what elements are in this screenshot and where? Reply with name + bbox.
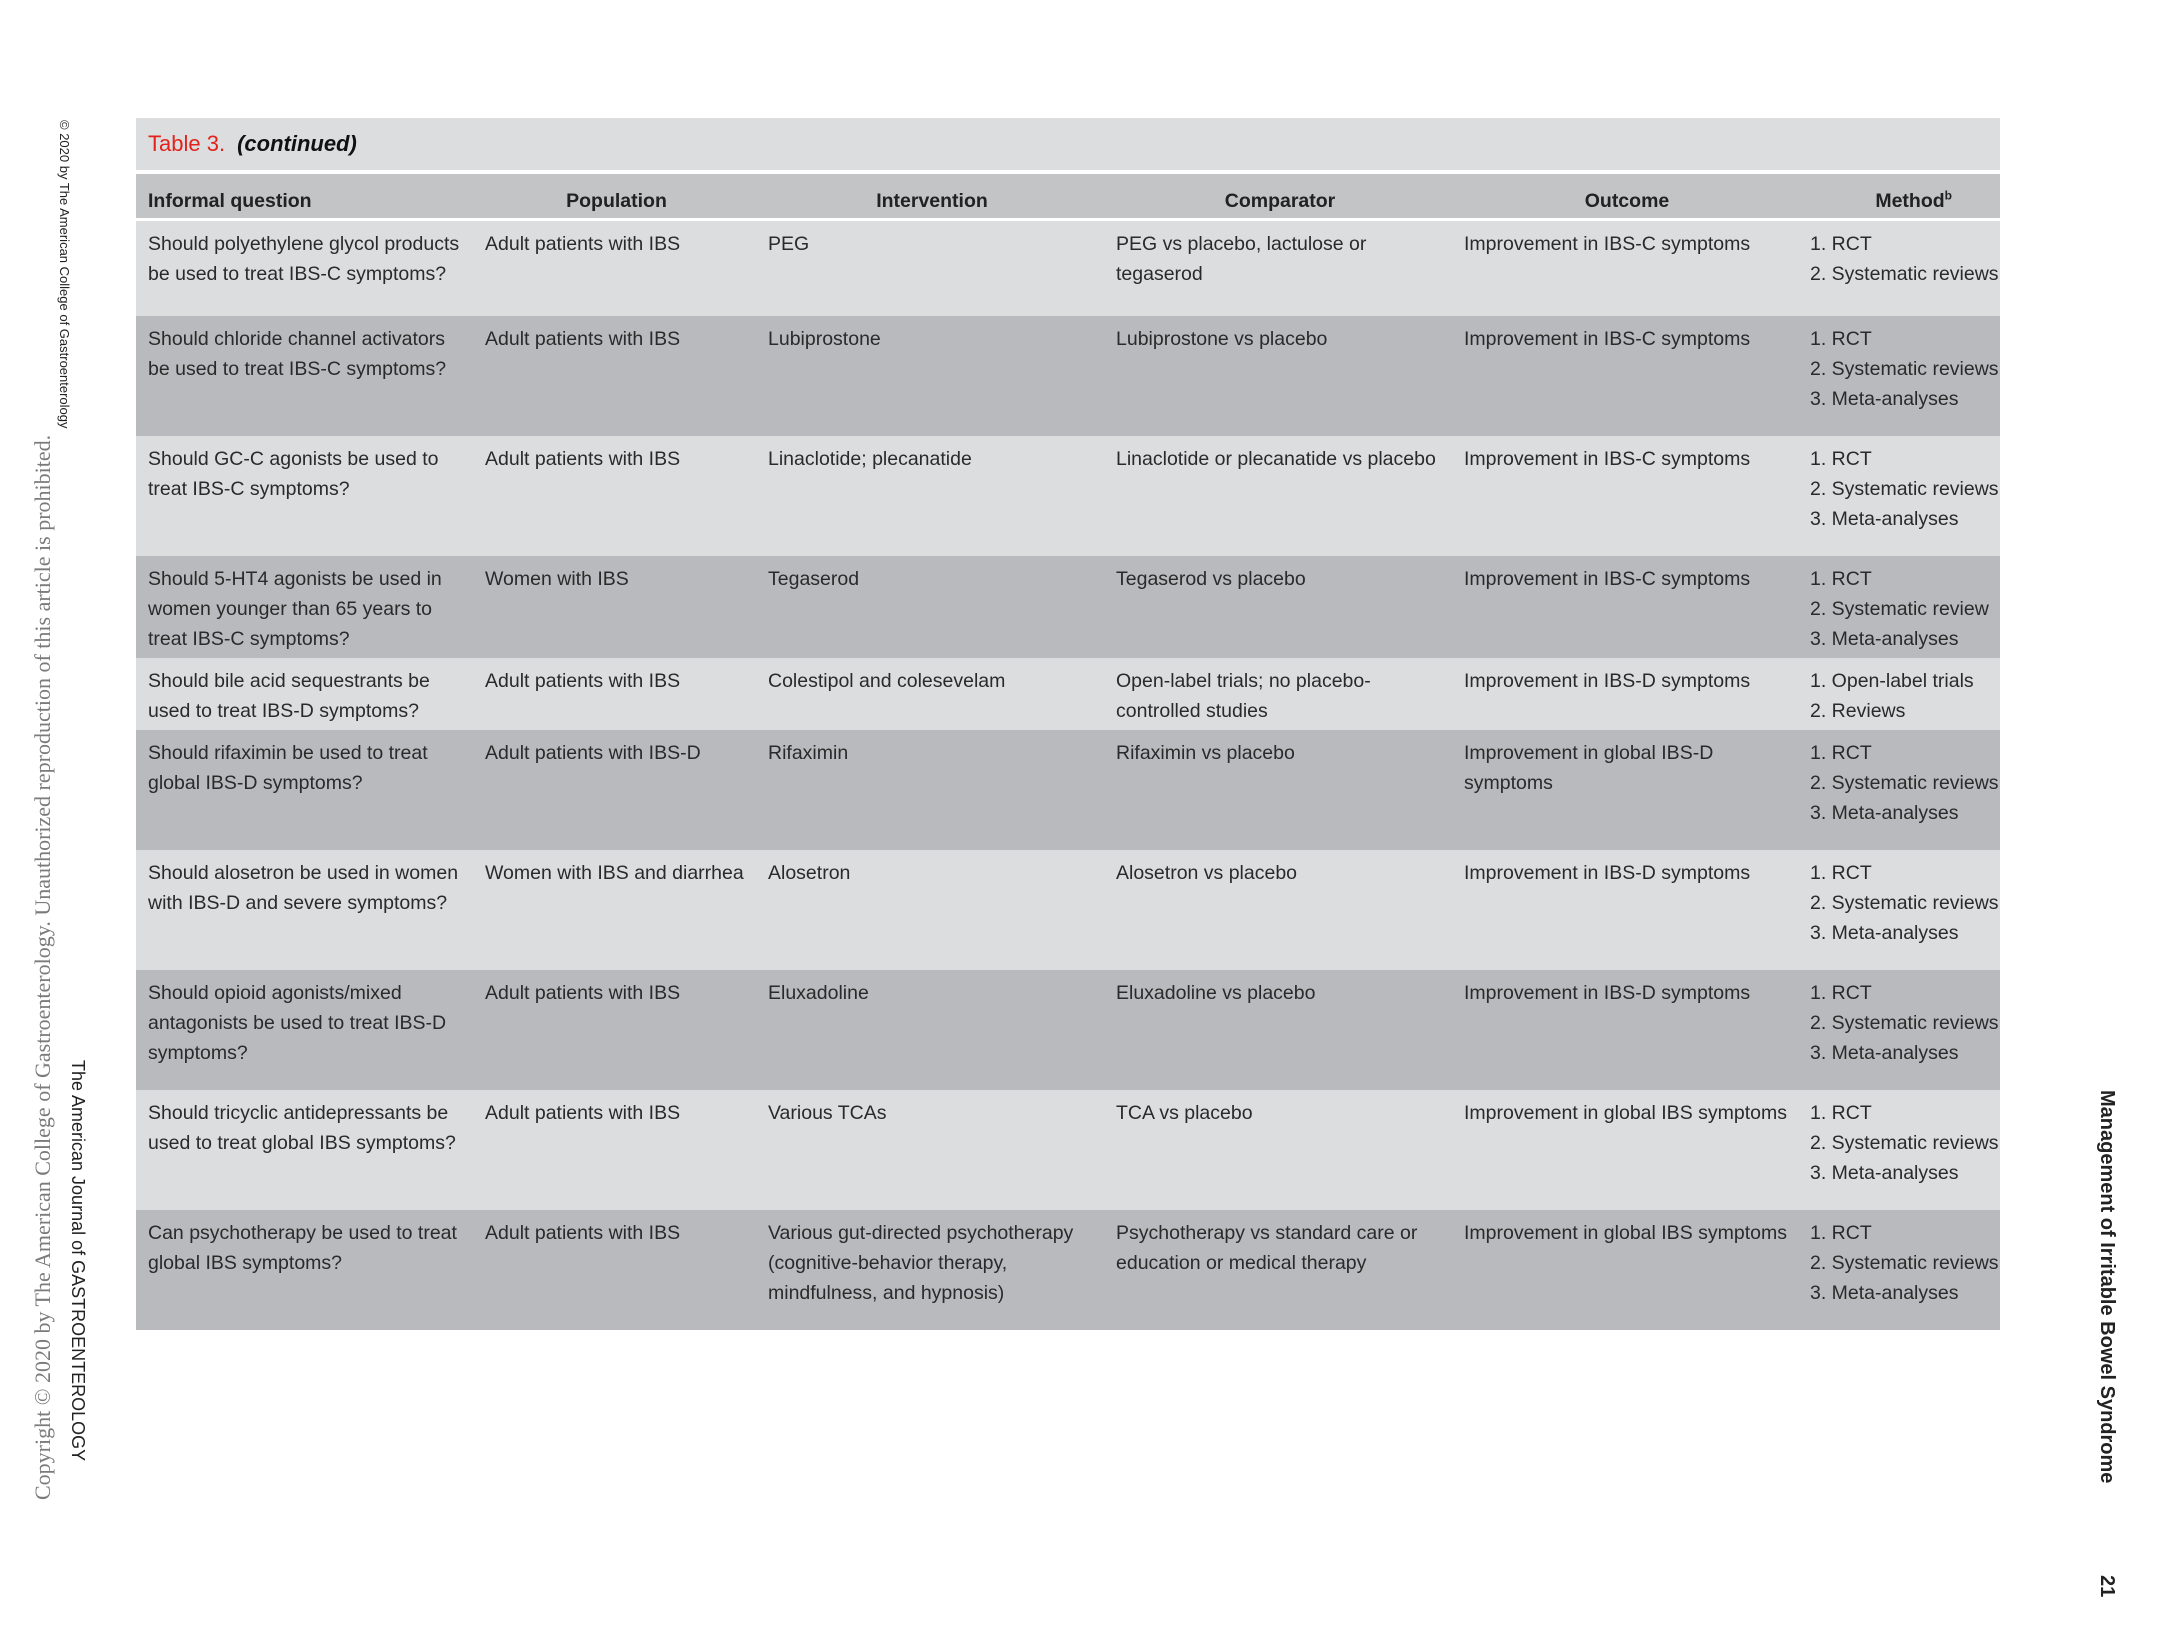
table-row (136, 556, 2000, 658)
method-item: 3. Meta-analyses (1810, 627, 1959, 650)
cell-outcome: Improvement in IBS-C symptoms (1452, 220, 1798, 316)
method-item: 2. Systematic reviews (1810, 1011, 1999, 1034)
table-row (136, 850, 2000, 970)
header-outcome: Outcome (1452, 172, 1798, 220)
cell-intervention: Various gut-directed psychotherapy (cognitive-behavior therapy, mindfulness, and hypnosis) (756, 1210, 1104, 1330)
table-number: Table 3. (148, 131, 226, 156)
header-intervention: Intervention (756, 172, 1104, 220)
cell-method (1798, 436, 2000, 556)
cell-method (1798, 970, 2000, 1090)
cell-comparator: Alosetron vs placebo (1104, 850, 1452, 970)
cell-method (1798, 556, 2000, 658)
method-item: 3. Meta-analyses (1810, 1161, 1959, 1184)
table-row (136, 730, 2000, 850)
method-item: 1. Open-label trials (1810, 669, 1974, 692)
method-item: 3. Meta-analyses (1810, 507, 1959, 530)
cell-intervention: Alosetron (756, 850, 1104, 970)
cell-method (1798, 316, 2000, 436)
cell-question: Should GC-C agonists be used to treat IBS-C symptoms? (136, 436, 473, 556)
method-item: 1. RCT (1810, 861, 1872, 884)
table-row (136, 220, 2000, 316)
cell-population: Women with IBS and diarrhea (473, 850, 756, 970)
cell-method (1798, 1210, 2000, 1330)
cell-comparator: TCA vs placebo (1104, 1090, 1452, 1210)
header-population: Population (473, 172, 756, 220)
method-item: 1. RCT (1810, 981, 1872, 1004)
method-item: 3. Meta-analyses (1810, 1281, 1959, 1304)
header-informal-question: Informal question (136, 172, 473, 220)
cell-outcome: Improvement in IBS-D symptoms (1452, 658, 1798, 730)
cell-intervention: Tegaserod (756, 556, 1104, 658)
running-title: Management of Irritable Bowel Syndrome (2096, 1090, 2118, 1484)
table-caption (136, 118, 2000, 170)
method-item: 1. RCT (1810, 447, 1872, 470)
header-method (1798, 172, 2000, 220)
method-item: 2. Systematic reviews (1810, 263, 1999, 285)
method-item: 2. Systematic reviews (1810, 477, 1999, 500)
method-item: 1. RCT (1810, 567, 1872, 590)
cell-outcome: Improvement in IBS-D symptoms (1452, 970, 1798, 1090)
cell-question: Should bile acid sequestrants be used to treat IBS-D symptoms? (136, 658, 473, 730)
method-item: 1. RCT (1810, 1221, 1872, 1244)
cell-comparator: Rifaximin vs placebo (1104, 730, 1452, 850)
cell-method (1798, 220, 2000, 316)
cell-population: Women with IBS (473, 556, 756, 658)
method-item: 2. Systematic reviews (1810, 771, 1999, 794)
header-method-footnote: b (1944, 188, 1952, 203)
method-item: 2. Reviews (1810, 699, 1906, 722)
cell-population: Adult patients with IBS (473, 316, 756, 436)
method-item: 3. Meta-analyses (1810, 801, 1959, 824)
cell-outcome: Improvement in global IBS symptoms (1452, 1210, 1798, 1330)
method-item: 3. Meta-analyses (1810, 1041, 1959, 1064)
cell-comparator: Tegaserod vs placebo (1104, 556, 1452, 658)
cell-intervention: Linaclotide; plecanatide (756, 436, 1104, 556)
cell-method (1798, 850, 2000, 970)
header-comparator: Comparator (1104, 172, 1452, 220)
method-item: 2. Systematic reviews (1810, 891, 1999, 914)
cell-question: Should chloride channel activators be used to treat IBS-C symptoms? (136, 316, 473, 436)
cell-question: Should alosetron be used in women with IBS-D and severe symptoms? (136, 850, 473, 970)
cell-population: Adult patients with IBS (473, 436, 756, 556)
cell-comparator: Linaclotide or plecanatide vs placebo (1104, 436, 1452, 556)
cell-comparator: Lubiprostone vs placebo (1104, 316, 1452, 436)
cell-outcome: Improvement in IBS-C symptoms (1452, 316, 1798, 436)
cell-intervention: Colestipol and colesevelam (756, 658, 1104, 730)
method-item: 1. RCT (1810, 1101, 1872, 1124)
table-row (136, 436, 2000, 556)
cell-comparator: Open-label trials; no placebo-controlled studies (1104, 658, 1452, 730)
cell-method (1798, 1090, 2000, 1210)
cell-population: Adult patients with IBS (473, 1210, 756, 1330)
method-item: 1. RCT (1810, 327, 1872, 350)
table-row (136, 658, 2000, 730)
table-row (136, 316, 2000, 436)
cell-intervention: Lubiprostone (756, 316, 1104, 436)
cell-outcome: Improvement in global IBS-D symptoms (1452, 730, 1798, 850)
method-item: 2. Systematic reviews (1810, 1251, 1999, 1274)
cell-comparator: Psychotherapy vs standard care or education or medical therapy (1104, 1210, 1452, 1330)
cell-comparator: Eluxadoline vs placebo (1104, 970, 1452, 1090)
publisher-notice: © 2020 by The American College of Gastroenterology (57, 120, 72, 429)
method-item: 2. Systematic reviews (1810, 1131, 1999, 1154)
method-item: 2. Systematic reviews (1810, 357, 1999, 380)
cell-population: Adult patients with IBS (473, 220, 756, 316)
cell-question: Should polyethylene glycol products be used to treat IBS-C symptoms? (136, 220, 473, 316)
cell-intervention: Eluxadoline (756, 970, 1104, 1090)
table-row (136, 1210, 2000, 1330)
cell-intervention: Various TCAs (756, 1090, 1104, 1210)
evidence-table (136, 170, 2000, 1330)
table-row (136, 970, 2000, 1090)
cell-question: Can psychotherapy be used to treat global IBS symptoms? (136, 1210, 473, 1330)
cell-comparator: PEG vs placebo, lactulose or tegaserod (1104, 220, 1452, 316)
cell-population: Adult patients with IBS (473, 970, 756, 1090)
cell-outcome: Improvement in global IBS symptoms (1452, 1090, 1798, 1210)
method-item: 2. Systematic review (1810, 597, 1989, 620)
cell-question: Should tricyclic antidepressants be used to treat global IBS symptoms? (136, 1090, 473, 1210)
cell-population: Adult patients with IBS (473, 658, 756, 730)
cell-population: Adult patients with IBS-D (473, 730, 756, 850)
journal-name: The American Journal of GASTROENTEROLOGY (68, 1060, 88, 1462)
cell-outcome: Improvement in IBS-C symptoms (1452, 436, 1798, 556)
copyright-notice: Copyright © 2020 by The American College of Gastroenterology. Unauthorized reproduction of this article is prohibited. (30, 434, 55, 1500)
method-item: 1. RCT (1810, 741, 1872, 764)
cell-question: Should opioid agonists/mixed antagonists be used to treat IBS-D symptoms? (136, 970, 473, 1090)
cell-intervention: Rifaximin (756, 730, 1104, 850)
table-header-row (136, 172, 2000, 220)
cell-method (1798, 730, 2000, 850)
header-method-label: Method (1875, 190, 1945, 212)
method-item: 3. Meta-analyses (1810, 387, 1959, 410)
cell-question: Should 5-HT4 agonists be used in women younger than 65 years to treat IBS-C symptoms? (136, 556, 473, 658)
cell-intervention: PEG (756, 220, 1104, 316)
cell-population: Adult patients with IBS (473, 1090, 756, 1210)
method-item: 1. RCT (1810, 233, 1872, 255)
cell-outcome: Improvement in IBS-C symptoms (1452, 556, 1798, 658)
method-item: 3. Meta-analyses (1810, 921, 1959, 944)
table-body (136, 220, 2000, 1330)
page-number: 21 (2096, 1575, 2118, 1598)
cell-outcome: Improvement in IBS-D symptoms (1452, 850, 1798, 970)
cell-question: Should rifaximin be used to treat global IBS-D symptoms? (136, 730, 473, 850)
table-continued: (continued) (237, 131, 357, 156)
table-container (136, 118, 2000, 1330)
cell-method (1798, 658, 2000, 730)
table-row (136, 1090, 2000, 1210)
